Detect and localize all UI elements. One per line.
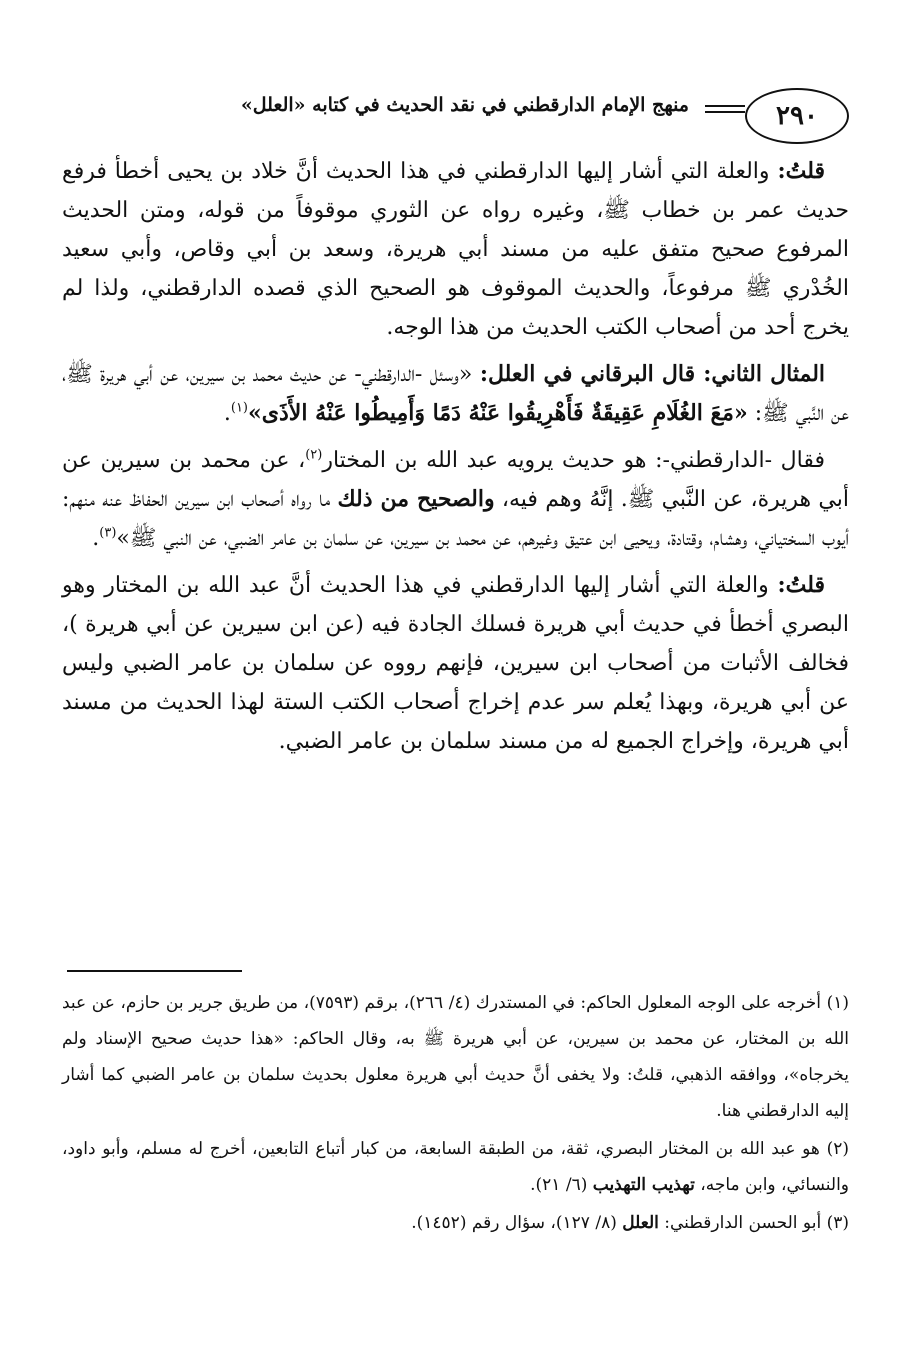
footnote-ref[interactable]: (٣): [99, 525, 117, 541]
source-title: العلل: [622, 1213, 659, 1233]
paragraph-text: ما رواه أصحاب ابن سيرين الحفاظ عنه منهم: أيوب السختياني، وهشام، وقتادة، ويحيى ابن عتيق وغيرهم، عن محمد بن سيرين، عن سلمان بن عامر الضبي، عن النبي ﷺ»: [62, 487, 849, 551]
page-header: [70, 88, 849, 144]
main-text: [62, 152, 849, 769]
footnote-text: أخرجه على الوجه المعلول الحاكم: في المستدرك (٤/ ٢٦٦)، برقم (٧٥٩٣)، من طريق جرير بن حازم، عن عبد الله بن المختار، عن محمد بن سيرين، عن أبي هريرة ﷺ به، وقال الحاكم: «هذا حديث صحيح الإسناد ولم يخرجاه»، ووافقه الذهبي، قلتُ: ولا يخفى أنَّ حديث أبي هريرة معلول بحديث سلمان بن عامر الضبي كما أشار إليه الدارقطني هنا.: [62, 993, 850, 1121]
paragraph-lead: المثال الثاني: قال البرقاني في العلل:: [479, 361, 826, 387]
footnotes: [62, 985, 849, 1243]
source-title: تهذيب التهذيب: [592, 1175, 695, 1195]
emphasis-text: والصحيح من ذلك: [337, 486, 495, 512]
footnote-number: (١): [826, 993, 849, 1013]
paragraph-text: ، عن محمد بن سيرين عن أبي هريرة، عن النَّبي ﷺ. إنَّهُ وهم فيه،: [62, 448, 850, 512]
footnote-text: (٨/ ١٢٧)، سؤال رقم (١٤٥٢).: [411, 1213, 623, 1233]
paragraph-text: والعلة التي أشار إليها الدارقطني في هذا الحديث أنَّ عبد الله بن المختار وهو البصري أخطأ في حديث أبي هريرة فسلك الجادة فيه (عن ابن سيرين عن أبي هريرة )، فخالف الأثبات من أصحاب ابن سيرين، فإنهم رووه عن سلمان بن عامر الضبي وليس عن أبي هريرة، وبهذا يُعلم سر عدم إخراج أصحاب الكتب الستة لهذا الحديث من مسند أبي هريرة، وإخراج الجميع له من مسند سلمان بن عامر الضبي.: [62, 573, 849, 754]
paragraph-text: «وسئل -الدارقطني- عن حديث محمد بن سيرين، عن أبي هريرة ﷺ، عن النَّبي ﷺ:: [62, 362, 849, 426]
paragraph-lead: قلتُ:: [777, 572, 825, 598]
paragraph-2: المثال الثاني: قال البرقاني في العلل: «وسئل -الدارقطني- عن حديث محمد بن سيرين، عن أبي هريرة ﷺ، عن النَّبي ﷺ: «مَعَ الغُلَامِ عَقِيقَةٌ فَأَهْرِيقُوا عَنْهُ دَمًا وَأَمِيطُوا عَنْهُ الأَذَى»$^{(١)}$.: [62, 361, 849, 426]
footnote-1: [62, 985, 849, 1129]
footnote-text: هو عبد الله بن المختار البصري، ثقة، من الطبقة السابعة، من كبار أتباع التابعين، أخرج له مسلم، وأبو داود، والنسائي، وابن ماجه،: [62, 1139, 849, 1195]
footnote-2: [62, 1131, 849, 1203]
footnote-text: أبو الحسن الدارقطني:: [658, 1213, 827, 1233]
footnote-number: (٣): [826, 1213, 849, 1233]
paragraph-text: فقال -الدارقطني-: هو حديث يرويه عبد الله بن المختار: [322, 448, 825, 473]
page-number: ٢٩٠: [745, 88, 849, 144]
paragraph-4: [62, 566, 849, 761]
header-divider: [705, 105, 745, 117]
hadith-quote: «مَعَ الغُلَامِ عَقِيقَةٌ فَأَهْرِيقُوا عَنْهُ دَمًا وَأَمِيطُوا عَنْهُ الأَذَى»: [248, 400, 748, 426]
footnote-3: [62, 1205, 849, 1241]
paragraph-3: فقال -الدارقطني-: هو حديث يرويه عبد الله بن المختار$^{(٢)}$، عن محمد بن سيرين عن أبي هريرة، عن النَّبي ﷺ. إنَّهُ وهم فيه، والصحيح من ذلك ما رواه أصحاب ابن سيرين الحفاظ عنه منهم: أيوب السختياني، وهشام، وقتادة، ويحيى ابن عتيق وغيرهم، عن محمد بن سيرين، عن سلمان بن عامر الضبي، عن النبي ﷺ»$^{(٣)}$.: [62, 447, 850, 551]
paragraph-text: والعلة التي أشار إليها الدارقطني في هذا الحديث أنَّ خلاد بن يحيى أخطأ فرفع حديث عمر بن خطاب ﷺ، وغيره رواه عن الثوري موقوفاً من قوله، ومتن الحديث المرفوع صحيح متفق عليه من مسند أبي هريرة، وسعد بن أبي وقاص، وأبي سعيد الخُدْري ﷺ مرفوعاً، والحديث الموقوف هو الصحيح الذي قصده الدارقطني، ولذا لم يخرج أحد من أصحاب الكتب الحديث من هذا الوجه.: [62, 159, 849, 340]
footnote-divider: [67, 970, 242, 972]
footnote-text: (٦/ ٢١).: [530, 1175, 593, 1195]
paragraph-lead: قلتُ:: [777, 158, 825, 184]
footnote-number: (٢): [826, 1139, 849, 1159]
footnote-ref[interactable]: (١): [230, 400, 248, 416]
paragraph-1: [62, 152, 849, 347]
footnote-ref[interactable]: (٢): [305, 447, 323, 463]
running-title: منهج الإمام الدارقطني في نقد الحديث في كتابه «العلل»: [240, 94, 689, 116]
